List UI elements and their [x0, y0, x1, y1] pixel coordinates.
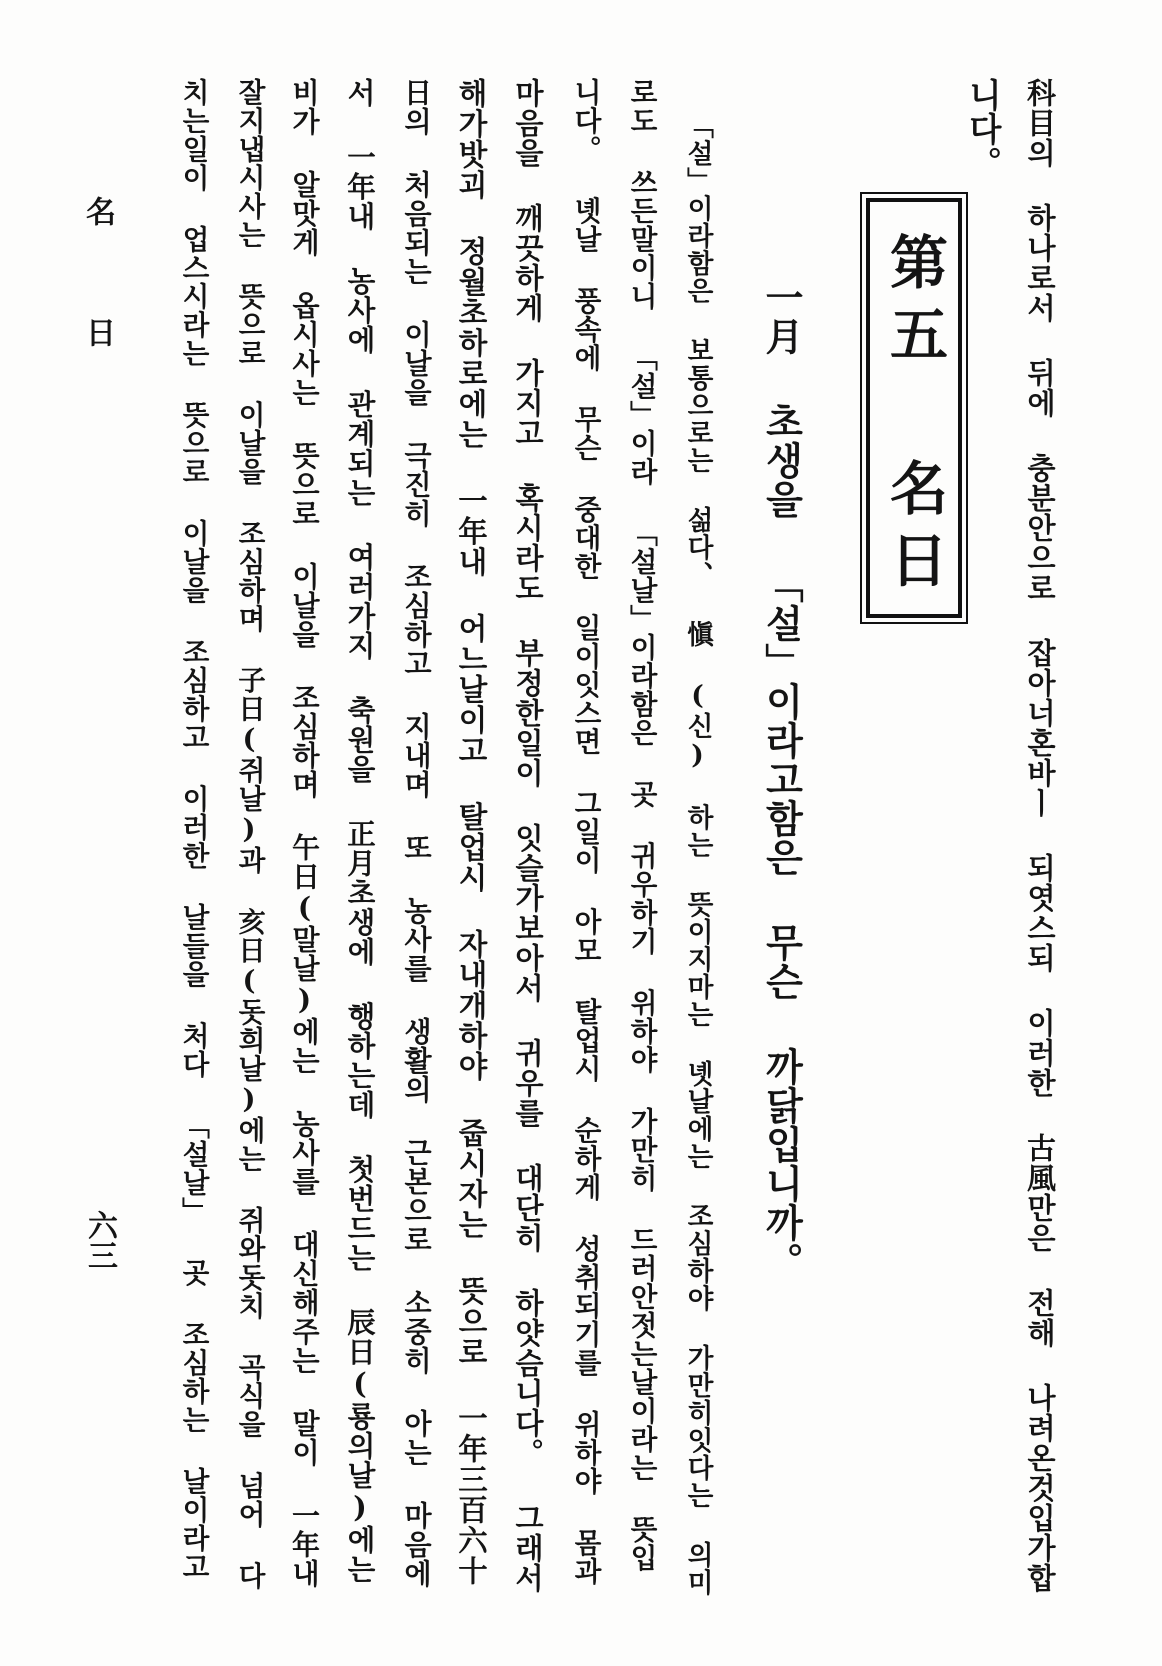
page-number: 六三 [82, 1210, 117, 1270]
paragraph-line-10: 치는일이 업스시라는 뜻으로 이날을 조심하고 이러한 날들을 처다 「설날」 곳 조심하는 날이라고 [177, 78, 209, 1581]
paragraph-line-1: 「설」이라함은 보통으로는 섦다、 愼 (신) 하는 뜻이지마는 녯날에는 조심하야 가만히잇다는 의미 [682, 112, 713, 1596]
prev-text-line-2: 니다。 [964, 78, 1003, 180]
paragraph-line-8: 비가 알맛게 옵시사는 뜻으로 이날을 조심하며 午日(말날)에는 농사를 대신해주는 말이 一年내 [288, 78, 321, 1588]
paragraph-line-6: 日의 처음되는 이날을 극진히 조심하고 지내며 또 농사를 생활의 근본으로 소중히 아는 마음에 [400, 78, 433, 1588]
paragraph-line-3: 니다。 녯날 풍속에 무슨 중대한 일이잇스면 그일이 아모 탈업시 순하게 성취되기를 위하야 몸과 [569, 78, 601, 1586]
running-head: 名 日 [80, 196, 115, 375]
paragraph-line-4: 마음을 깨끗하게 가지고 혹시라도 부정한일이 잇슬가보아서 귀우를 대단히 하얏슴니다。 그래서 [511, 78, 545, 1593]
paragraph-line-7: 서 一年내 농사에 관계되는 여러가지 축원을 正月초생에 행하는데 첫번드는 辰日(룡의날)에는 [343, 78, 377, 1584]
prev-text-line-1: 科目의 하나로서 뒤에 충분안으로 잡아너혼바ㅣ 되엿스되 이러한 古風만은 전해 나려온것입가합 [1023, 78, 1057, 1593]
paragraph-line-9: 잘지냅시사는 뜻으로 이날을 조심하며 子日(쥐날)과 亥日(돗희날)에는 쥐와돗치 곡식을 넘어 다 [233, 78, 265, 1590]
paragraph-line-2: 로도 쓰든말이니 「설」이라 「설날」이라함은 곳 귀우하기 위하야 가만히 드러안젓는날이라는 뜻입 [625, 78, 657, 1572]
chapter-title: 第五 名日 [880, 232, 948, 602]
question-subtitle: 一月 초생을 「설」이라고함은 무슨 까닭입니까。 [759, 278, 804, 1281]
paragraph-line-5: 해가밧괴 정월초하로에는 一年내 어느날이고 탈업시 자내개하야 줍시자는 뜻으로 一年三百六十 [454, 78, 489, 1586]
chapter-title-box [866, 198, 962, 618]
